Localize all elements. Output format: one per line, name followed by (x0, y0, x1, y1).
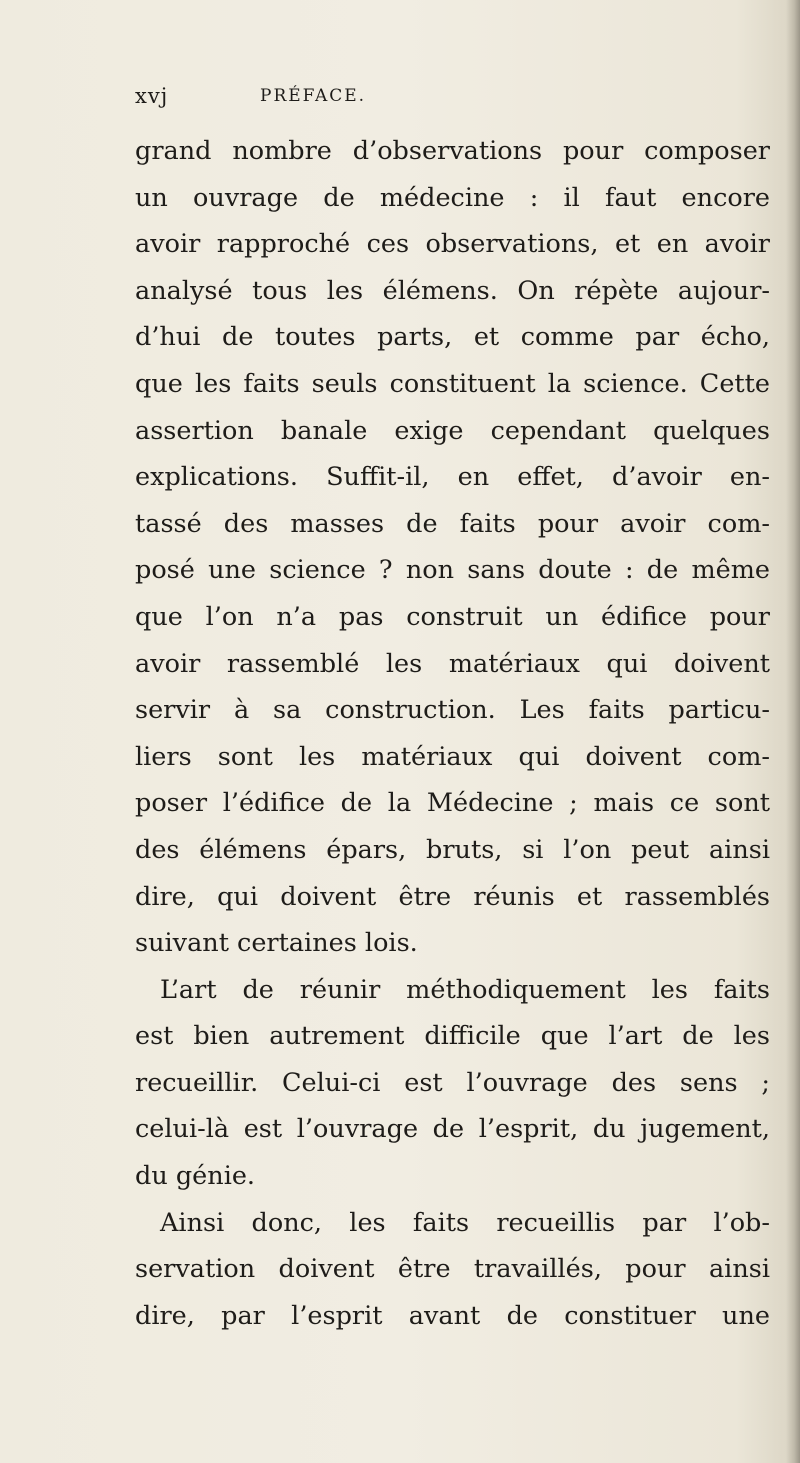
text-line: que les faits seuls constituent la science. Cette (135, 368, 770, 399)
paragraph-end-line: du génie. (135, 1161, 256, 1192)
page-edge-shadow (786, 0, 800, 1463)
text-line: grand nombre d’observations pour composer (135, 136, 770, 166)
text-line: avoir rassemblé les matériaux qui doivent (135, 648, 770, 679)
text-line: que l’on n’a pas construit un édifice pour (135, 601, 770, 632)
text-line: est bien autrement difficile que l’art de les (135, 1021, 770, 1052)
running-title: PRÉFACE. (260, 86, 367, 106)
text-line: explications. Suffit-il, en effet, d’avoir en- (135, 462, 770, 493)
page-number: xvj (135, 84, 169, 108)
text-line: servir à sa construction. Les faits particu- (135, 695, 770, 726)
text-line: des élémens épars, bruts, si l’on peut ainsi (135, 834, 770, 865)
page-header (135, 84, 695, 114)
text-line: recueillir. Celui-ci est l’ouvrage des sens ; (135, 1067, 770, 1098)
text-line: d’hui de toutes parts, et comme par écho, (135, 322, 770, 353)
text-line: analysé tous les élémens. On répète aujour- (135, 275, 770, 306)
text-line: un ouvrage de médecine : il faut encore (135, 182, 770, 213)
text-line: liers sont les matériaux qui doivent com- (135, 741, 770, 772)
text-line: celui-là est l’ouvrage de l’esprit, du jugement, (135, 1114, 770, 1145)
body-text (135, 128, 770, 1339)
text-line: assertion banale exige cependant quelques (135, 415, 770, 446)
text-line: dire, qui doivent être réunis et rassemblés (135, 881, 770, 912)
text-line: tassé des masses de faits pour avoir com- (135, 508, 770, 539)
paragraph-start-line: L’art de réunir méthodiquement les faits (160, 974, 770, 1005)
paragraph-end-line: suivant certaines lois. (135, 928, 418, 959)
text-line: poser l’édifice de la Médecine ; mais ce sont (135, 788, 770, 819)
text-line: servation doivent être travaillés, pour ainsi (135, 1254, 770, 1285)
text-line: dire, par l’esprit avant de constituer une (135, 1300, 770, 1331)
text-line: posé une science ? non sans doute : de même (135, 555, 770, 586)
text-line: avoir rapproché ces observations, et en avoir (135, 229, 770, 260)
paragraph-start-line: Ainsi donc, les faits recueillis par l’ob- (160, 1207, 770, 1238)
